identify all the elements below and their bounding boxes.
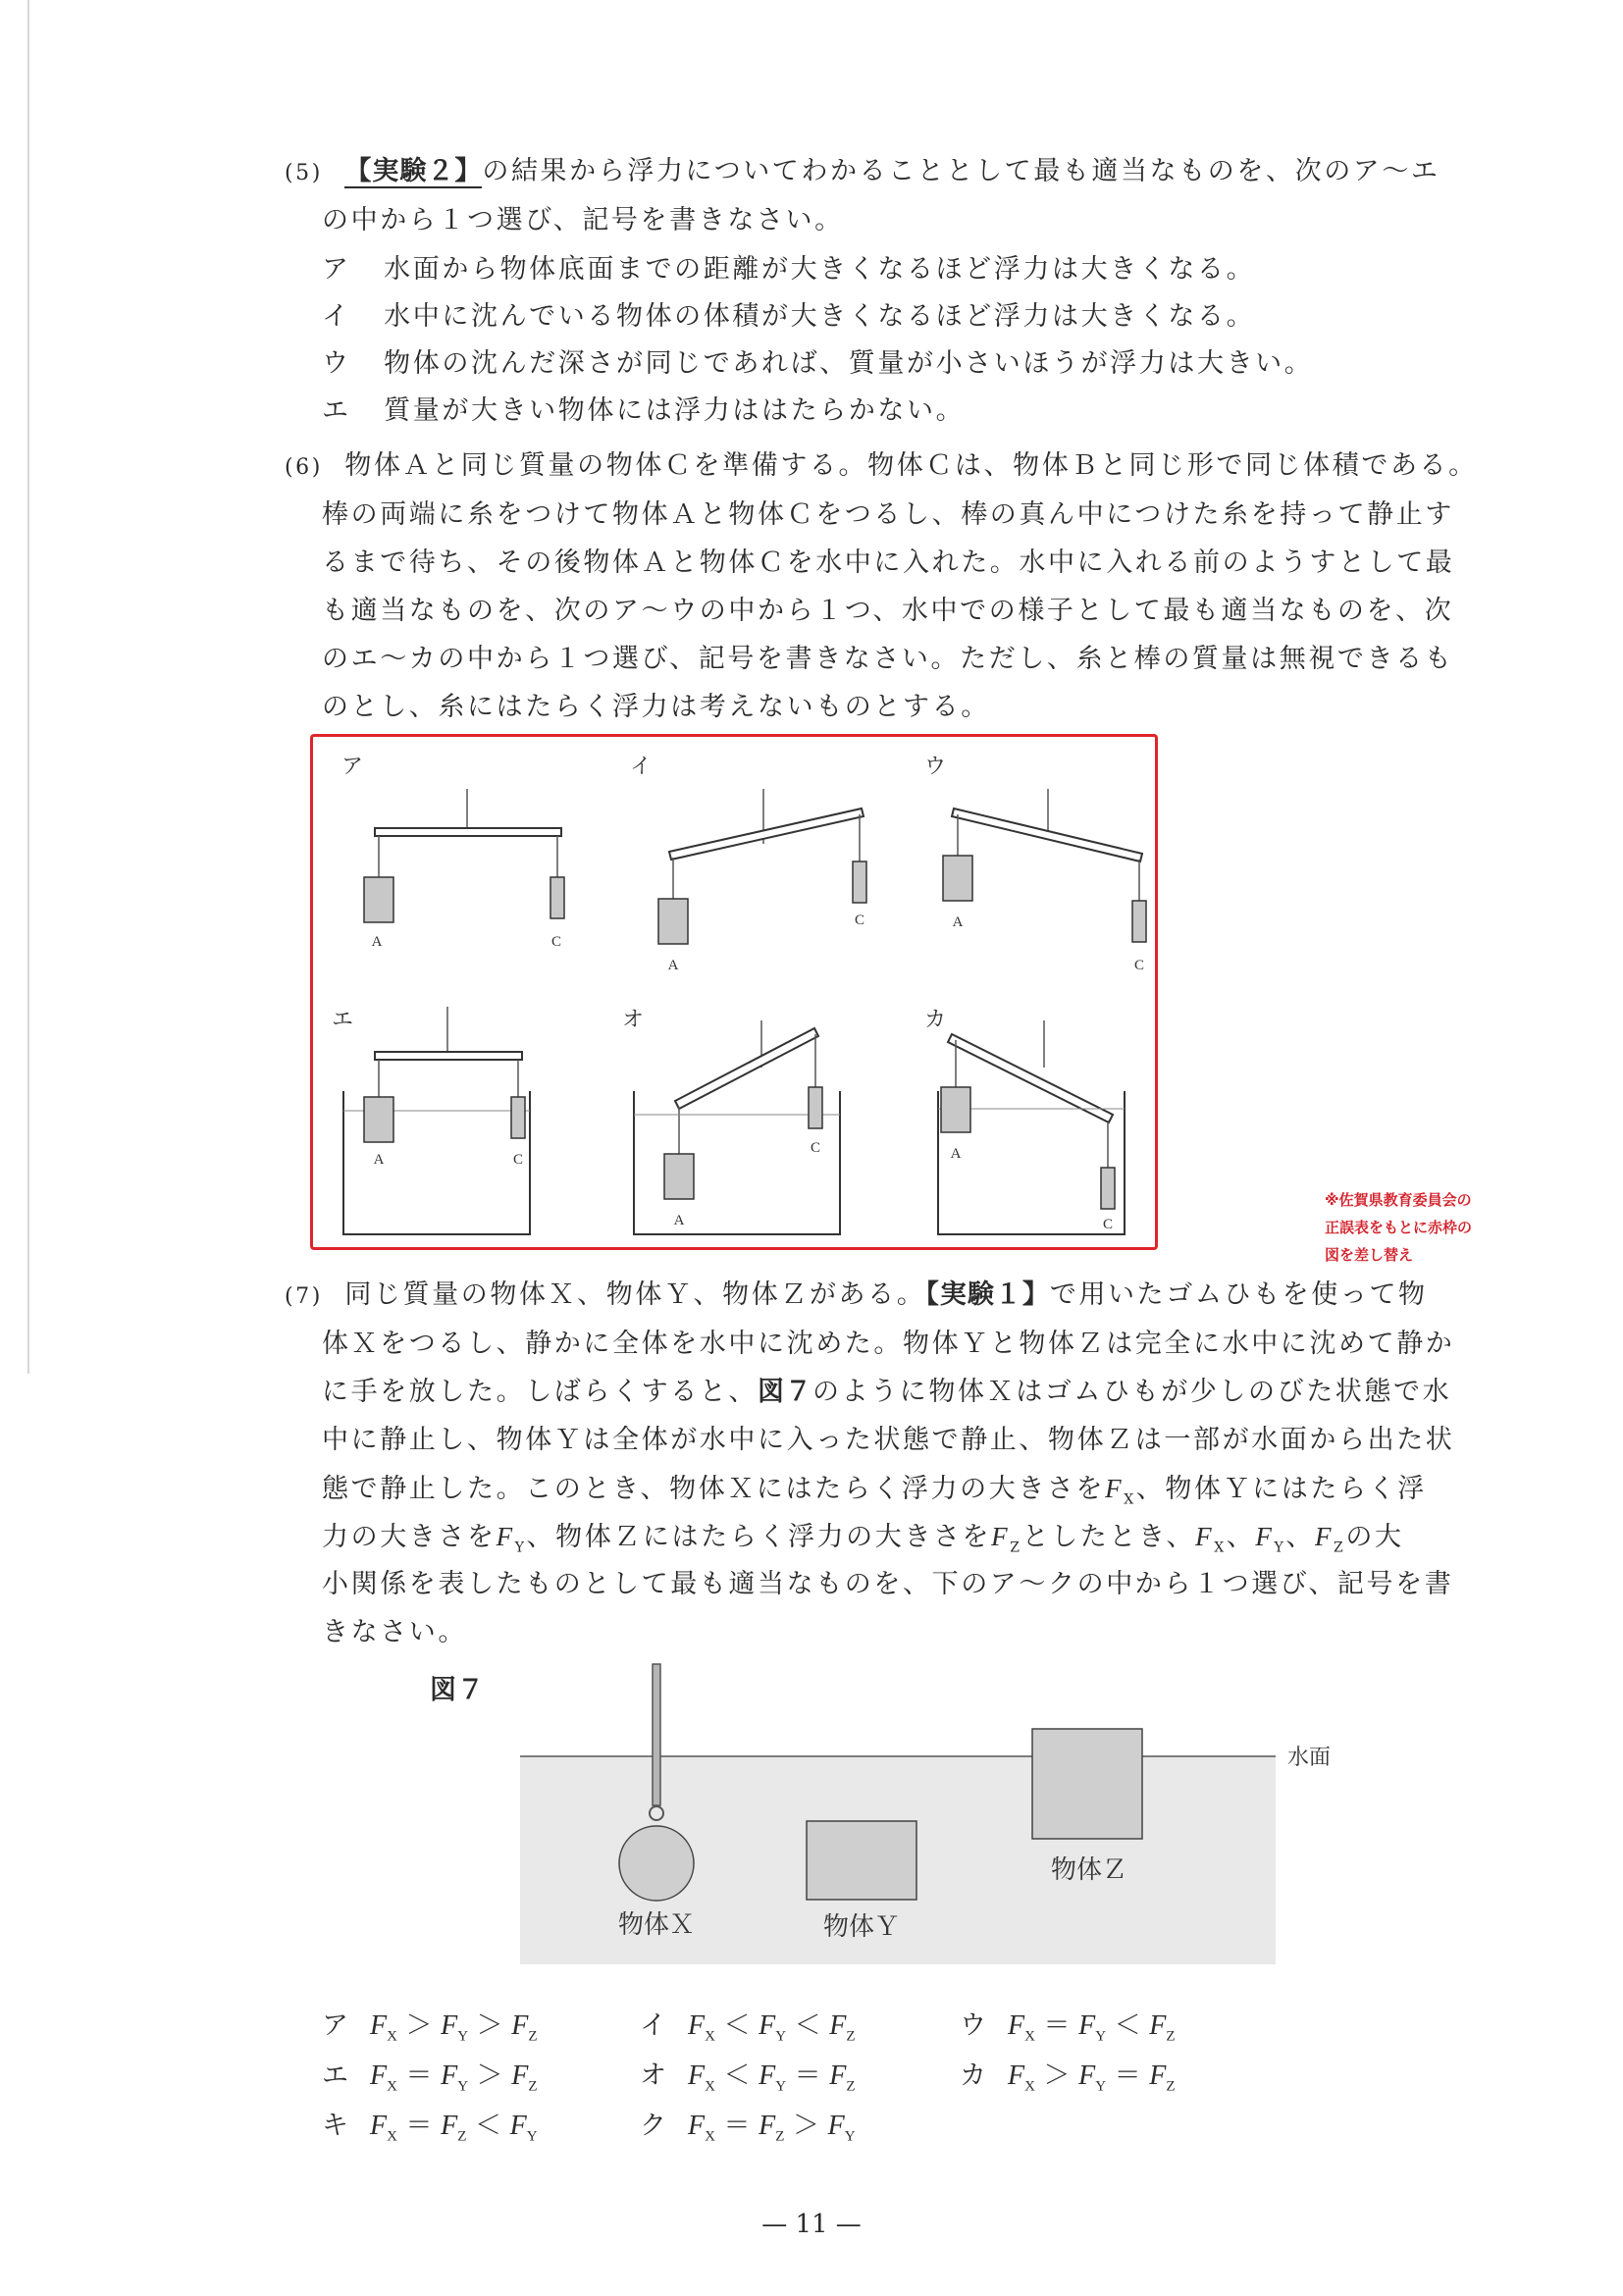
answer-choice-label: オ — [640, 2061, 666, 2091]
q6-line6: のとし、糸にはたらく浮力は考えないものとする。 — [322, 692, 990, 722]
q5-option-a — [322, 253, 1255, 287]
object-y-label: 物体Ｙ — [822, 1912, 901, 1942]
q6-line2: 棒の両端に糸をつけて物体Ａと物体Ｃをつるし、棒の真ん中につけた糸を持って静止す — [322, 499, 1454, 530]
fig-label-a: ア — [341, 754, 364, 778]
q7-line7: 小関係を表したものとして最も適当なものを、下のア～クの中から１つ選び、記号を書 — [322, 1569, 1454, 1599]
q7-text3-rest: のように物体Ｘはゴムひもが少しのびた状態で水 — [812, 1377, 1452, 1407]
q5-option-label: ア — [322, 254, 351, 285]
answer-choice — [960, 2004, 1176, 2046]
label-a: A — [667, 958, 679, 973]
force-symbol: $F_Z$ — [1149, 2010, 1176, 2045]
q6-line1 — [285, 449, 1478, 485]
force-symbol: $F_X$ — [688, 2061, 715, 2095]
relation-operator: ＜ — [714, 2010, 759, 2041]
force-symbol: $F_X$ — [1008, 2010, 1035, 2045]
force-symbol: $F_Z$ — [441, 2111, 467, 2145]
fig-label-ka: カ — [924, 1007, 947, 1031]
q5-option-label: イ — [322, 301, 351, 332]
q5-option-text: 水中に沈んでいる物体の体積が大きくなるほど浮力は大きくなる。 — [384, 301, 1256, 332]
figure7-title: 図７ — [430, 1675, 485, 1705]
q7-line2: 体Ｘをつるし、静かに全体を水中に沈めた。物体Ｙと物体Ｚは完全に水中に沈めて静か — [322, 1329, 1455, 1359]
force-symbol: $F_Z$ — [1149, 2061, 1176, 2095]
relation-operator: ＝ — [714, 2111, 759, 2141]
q7-fig-ref: 図７ — [758, 1377, 812, 1407]
force-symbol: $F_Z$ — [829, 2010, 856, 2045]
answer-choice-label: ア — [322, 2010, 348, 2041]
relation-operator: ＞ — [1034, 2061, 1079, 2091]
q7-line4: 中に静止し、物体Ｙは全体が水中に入った状態で静止、物体Ｚは一部が水面から出た状 — [322, 1425, 1455, 1455]
label-a: A — [673, 1213, 685, 1228]
label-c: C — [1133, 958, 1145, 973]
relation-operator: ＝ — [786, 2061, 830, 2091]
force-symbol: $F_Z$ — [759, 2111, 785, 2145]
q7-text3: に手を放した。しばらくすると、 — [322, 1377, 758, 1407]
label-c: C — [854, 913, 865, 928]
force-symbol: $F_Z$ — [511, 2061, 538, 2095]
answer-choice-label: ク — [640, 2111, 666, 2141]
q5-bold-ref: 【実験２】 — [344, 156, 483, 186]
fig-label-e: エ — [332, 1007, 354, 1031]
force-symbol: $F_Z$ — [829, 2061, 856, 2095]
q5-option-text: 質量が大きい物体には浮力ははたらかない。 — [384, 395, 966, 426]
fig-label-u: ウ — [924, 754, 947, 778]
rod — [375, 1052, 522, 1060]
relation-operator: ＝ — [1034, 2010, 1079, 2041]
answer-choice-label: ウ — [960, 2010, 986, 2041]
force-symbol: $F_X$ — [688, 2111, 715, 2145]
answer-choice — [640, 2054, 856, 2096]
q7-text5: 態で静止した。このとき、物体Ｘにはたらく浮力の大きさを — [322, 1474, 1106, 1504]
label-c: C — [550, 934, 562, 950]
relation-operator: ＞ — [468, 2010, 512, 2041]
q6-line5: のエ～カの中から１つ選び、記号を書きなさい。ただし、糸と棒の質量は無視できるも — [322, 644, 1454, 674]
object-a — [943, 856, 972, 901]
q7-line3 — [322, 1376, 1451, 1409]
object-c — [853, 861, 866, 903]
force-symbol: $F_Y$ — [1078, 2061, 1107, 2095]
q7-text1-rest: で用いたゴムひもを使って物 — [1049, 1279, 1428, 1310]
object-z-label: 物体Ｚ — [1050, 1855, 1128, 1885]
q7-text6: 力の大きさを — [322, 1522, 497, 1552]
force-symbol: $F_Y$ — [827, 2111, 856, 2145]
relation-operator: ＜ — [714, 2061, 759, 2091]
q5-option-u — [322, 347, 1313, 381]
q5-number: (5) — [285, 161, 323, 185]
scan-edge — [27, 0, 29, 1374]
q7-bold-ref: 【実験１】 — [925, 1279, 1050, 1310]
object-x-sphere — [619, 1826, 694, 1901]
q5-option-e — [322, 394, 965, 428]
q5-line1 — [285, 155, 1440, 190]
relation-operator: ＜ — [786, 2010, 830, 2041]
force-symbol: $F_X$ — [1008, 2061, 1035, 2095]
q5-option-text: 物体の沈んだ深さが同じであれば、質量が小さいほうが浮力は大きい。 — [384, 348, 1314, 379]
relation-operator: ＞ — [468, 2061, 512, 2091]
relation-operator: ＜ — [466, 2111, 510, 2141]
rubber-cord — [653, 1664, 660, 1805]
relation-operator: ＝ — [1106, 2061, 1150, 2091]
object-a — [664, 1154, 694, 1199]
answer-choice — [322, 2104, 538, 2146]
force-symbol: $F_Z$ — [511, 2010, 538, 2045]
answer-choice — [640, 2004, 856, 2046]
object-y-box — [807, 1821, 916, 1900]
q6-number: (6) — [285, 455, 323, 480]
rod — [669, 809, 864, 860]
q7-number: (7) — [285, 1284, 323, 1309]
q5-option-label: エ — [322, 395, 351, 426]
label-a: A — [371, 934, 383, 950]
answer-choice-label: エ — [322, 2061, 348, 2091]
rod — [952, 809, 1142, 861]
object-a — [658, 899, 688, 944]
relation-operator: ＜ — [1106, 2010, 1150, 2041]
q6-text1: 物体Ａと同じ質量の物体Ｃを準備する。物体Ｃは、物体Ｂと同じ形で同じ体積である。 — [344, 450, 1478, 481]
object-x-label: 物体Ｘ — [617, 1910, 696, 1940]
force-symbol: $F_X$ — [688, 2010, 715, 2045]
label-a: A — [950, 1146, 962, 1162]
force-symbol: $F_Y$ — [759, 2010, 787, 2045]
object-c — [1101, 1168, 1115, 1209]
q6-line3: るまで待ち、その後物体Ａと物体Ｃを水中に入れた。水中に入れる前のようすとして最 — [322, 548, 1455, 578]
q5-option-label: ウ — [322, 348, 351, 379]
rod — [675, 1028, 818, 1109]
answer-choice — [322, 2004, 538, 2046]
object-c — [550, 877, 564, 918]
q7-line8: きなさい。 — [322, 1617, 467, 1647]
fig-label-o: オ — [622, 1007, 645, 1031]
q6-line4: も適当なものを、次のア～ウの中から１つ、水中での様子として最も適当なものを、次 — [322, 596, 1454, 626]
q7-line5: 態で静止した。このとき、物体Ｘにはたらく浮力の大きさを$F_X$、物体Ｙにはたらく浮 — [322, 1474, 1427, 1508]
relation-operator: ＞ — [784, 2111, 828, 2141]
label-a: A — [952, 914, 964, 930]
force-symbol: $F_X$ — [370, 2010, 397, 2045]
object-z-box — [1032, 1729, 1142, 1839]
q7-text6-mid2: としたとき、 — [1021, 1522, 1196, 1552]
balance-figures — [310, 734, 1158, 1250]
rod — [375, 828, 561, 836]
figure7 — [510, 1664, 1332, 1978]
object-c — [511, 1097, 525, 1138]
q7-text5-mid: 、物体Ｙにはたらく浮 — [1135, 1474, 1427, 1504]
object-a — [364, 1097, 393, 1142]
object-a — [364, 877, 393, 922]
force-symbol: $F_Y$ — [1078, 2010, 1107, 2045]
label-c: C — [810, 1140, 821, 1156]
force-symbol: $F_X$ — [370, 2061, 397, 2095]
q7-line6: 力の大きさを$F_Y$、物体Ｚにはたらく浮力の大きさを$F_Z$としたとき、$F_X$、$F_Y$、$F_Z$の大 — [322, 1522, 1404, 1556]
answer-choice-label: キ — [322, 2111, 348, 2141]
answer-choice — [960, 2054, 1176, 2096]
q7-text6-mid1: 、物体Ｚにはたらく浮力の大きさを — [526, 1522, 992, 1552]
object-a — [941, 1087, 970, 1132]
relation-operator: ＞ — [396, 2010, 442, 2041]
q5-option-text: 水面から物体底面までの距離が大きくなるほど浮力は大きくなる。 — [384, 254, 1256, 285]
answer-choice — [322, 2054, 538, 2096]
relation-operator: ＝ — [396, 2061, 442, 2091]
fig-label-i: イ — [630, 754, 653, 778]
answer-choice-label: カ — [960, 2061, 986, 2091]
object-c — [1132, 901, 1146, 942]
label-c: C — [512, 1152, 524, 1168]
q5-text1: の結果から浮力についてわかることとして最も適当なものを、次のア～エ — [482, 156, 1440, 186]
force-symbol: $F_Y$ — [759, 2061, 787, 2095]
answer-choice-label: イ — [640, 2010, 666, 2041]
force-symbol: $F_Y$ — [509, 2111, 538, 2145]
label-a: A — [373, 1152, 385, 1168]
relation-operator: ＝ — [396, 2111, 442, 2141]
q5-line2: の中から１つ選び、記号を書きなさい。 — [322, 205, 844, 235]
water-surface-label: 水面 — [1287, 1746, 1332, 1770]
erratum-note-line3: 図を差し替え — [1325, 1246, 1414, 1264]
erratum-note-line2: 正誤表をもとに赤枠の — [1325, 1219, 1473, 1236]
force-symbol: $F_Y$ — [441, 2010, 469, 2045]
q5-option-i — [322, 300, 1255, 334]
erratum-note-line1: ※佐賀県教育委員会の — [1325, 1191, 1472, 1209]
q7-text1: 同じ質量の物体Ｘ、物体Ｙ、物体Ｚがある。 — [344, 1279, 926, 1310]
label-c: C — [1102, 1217, 1114, 1232]
force-symbol: $F_X$ — [370, 2111, 397, 2145]
page-number: — 11 — — [761, 2210, 862, 2239]
q7-line1 — [285, 1278, 1428, 1314]
object-c — [809, 1087, 822, 1128]
q7-text6-end: の大 — [1345, 1522, 1404, 1552]
answer-choice — [640, 2104, 856, 2146]
force-symbol: $F_Y$ — [441, 2061, 469, 2095]
